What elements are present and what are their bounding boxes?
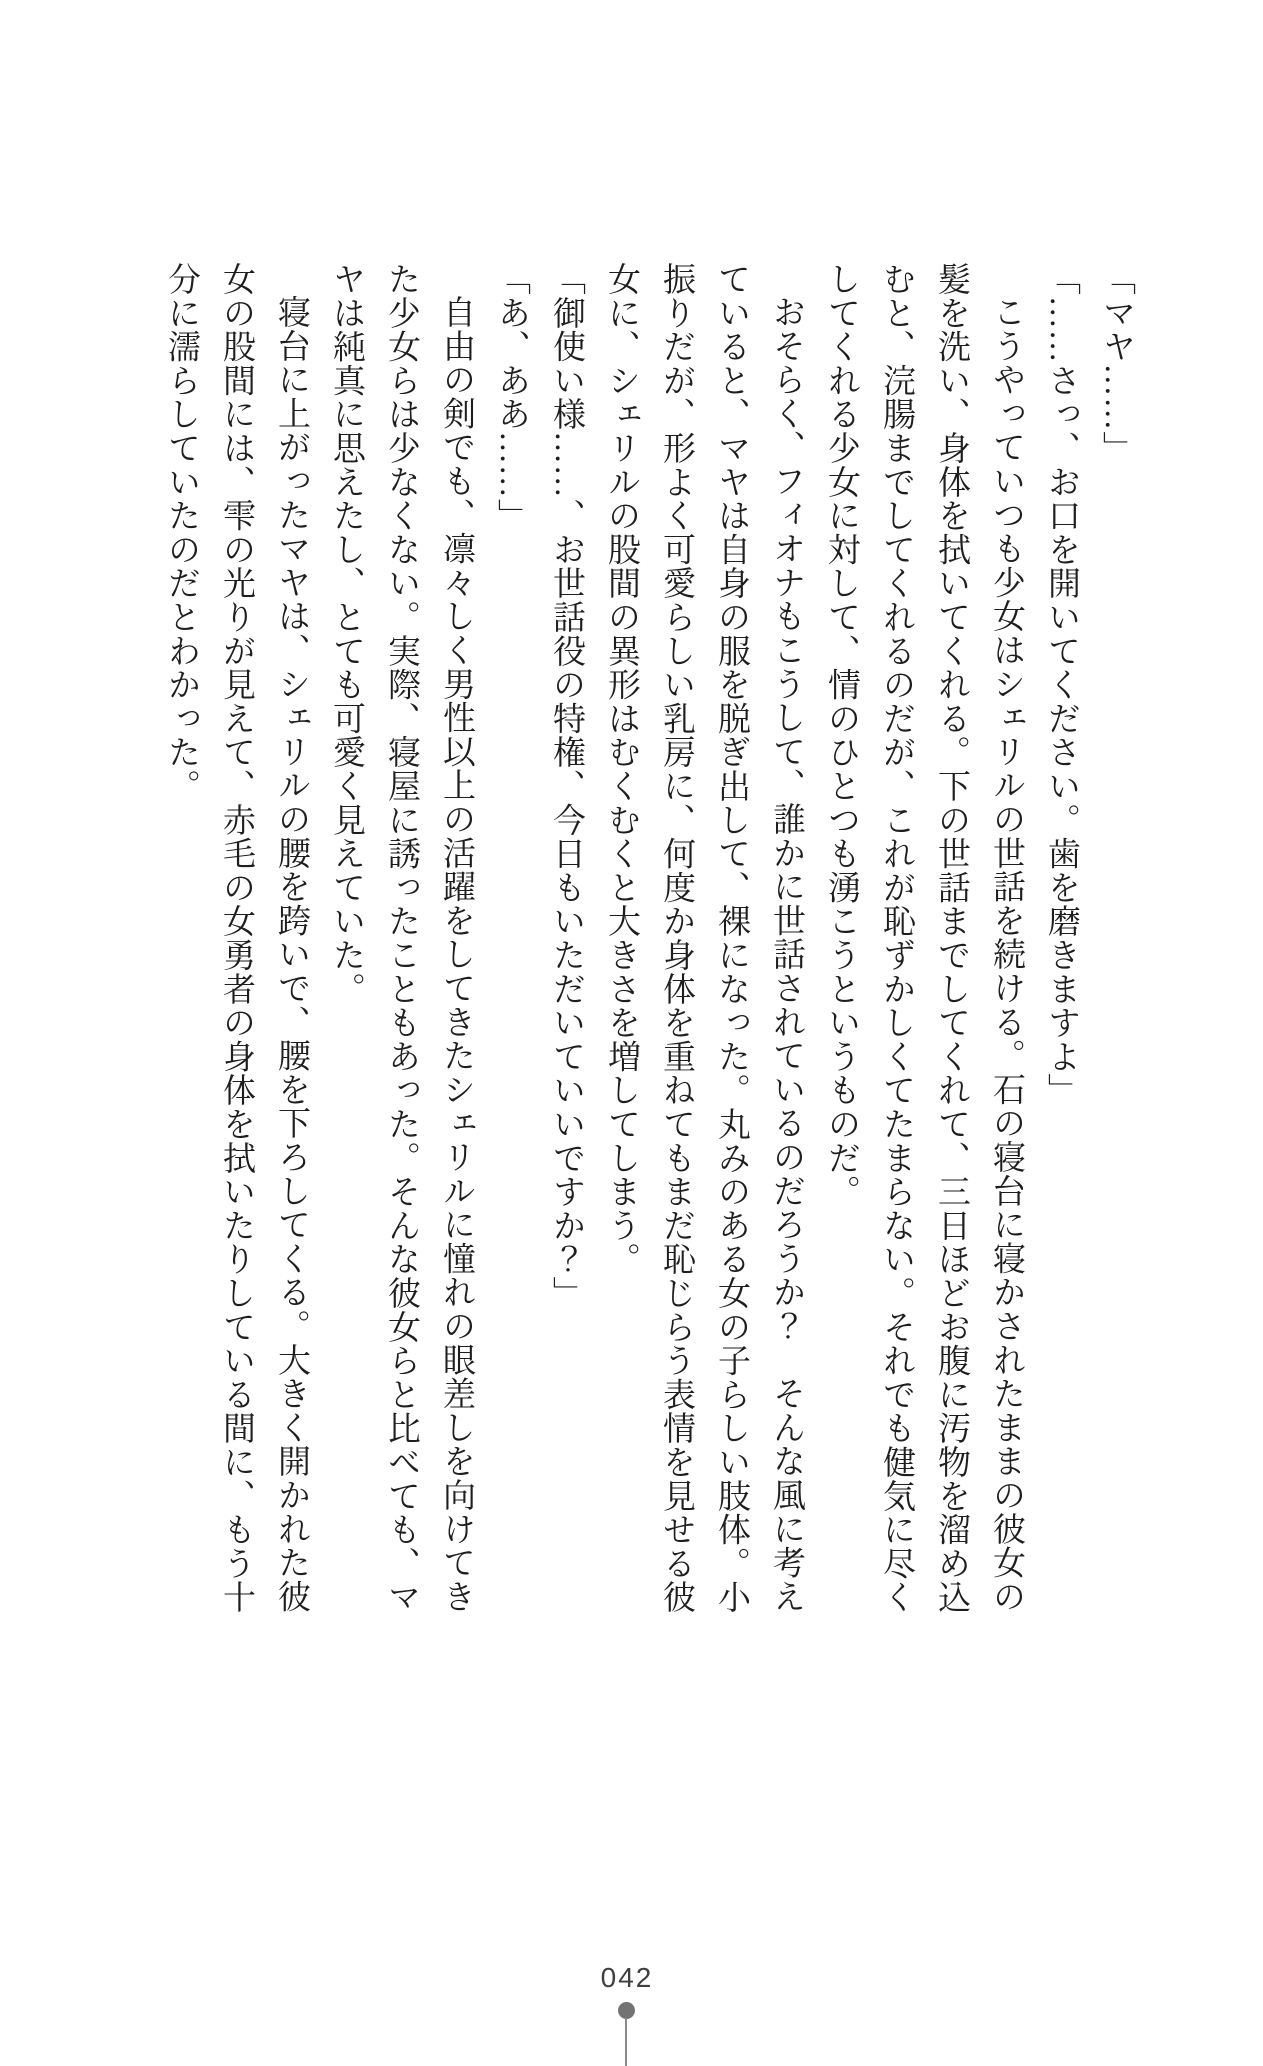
text-line: むと、浣腸までしてくれるのだが、これが恥ずかしくてたまらない。それでも健気に尽く xyxy=(878,262,914,1614)
text-line: ていると、マヤは自身の服を脱ぎ出して、裸になった。丸みのある女の子らしい肢体。小 xyxy=(713,262,749,1614)
dialogue-line: 「あ、ああ……」 xyxy=(493,262,529,533)
text-line: 分に濡らしていたのだとわかった。 xyxy=(163,262,199,803)
text-line: こうやっていつも少女はシェリルの世話を続ける。石の寝台に寝かされたままの彼女の xyxy=(988,295,1024,1614)
text-line: 振りだが、形よく可愛らしい乳房に、何度か身体を重ねてもまだ恥じらう表情を見せる彼 xyxy=(658,262,694,1614)
text-line: してくれる少女に対して、情のひとつも湧こうというものだ。 xyxy=(823,262,859,1209)
text-line: 自由の剣でも、凛々しく男性以上の活躍をしてきたシェリルに憧れの眼差しを向けてき xyxy=(438,295,474,1614)
text-line: 女の股間には、雫の光りが見えて、赤毛の女勇者の身体を拭いたりしている間に、もう十 xyxy=(218,262,254,1614)
dialogue-line: 「マヤ……」 xyxy=(1098,262,1134,465)
text-line: おそらく、フィオナもこうして、誰かに世話されているのだろうか？ そんな風に考え xyxy=(768,295,804,1614)
text-line: ヤは純真に思えたし、とても可愛く見えていた。 xyxy=(328,262,364,1006)
vertical-text-block xyxy=(153,262,1143,1618)
dialogue-line: 「御使い様……、お世話役の特権、今日もいただいていいですか？」 xyxy=(548,262,584,1310)
text-line: 髪を洗い、身体を拭いてくれる。下の世話までしてくれて、三日ほどお腹に汚物を溜め込 xyxy=(933,262,969,1614)
dialogue-line: 「……さっ、お口を開いてください。歯を磨きますよ」 xyxy=(1043,262,1079,1107)
text-line: 女に、シェリルの股間の異形はむくむくと大きさを増してしまう。 xyxy=(603,262,639,1276)
text-line: 寝台に上がったマヤは、シェリルの腰を跨いで、腰を下ろしてくる。大きく開かれた彼 xyxy=(273,295,309,1614)
page-marker-dot xyxy=(618,2002,635,2019)
text-line: た少女らは少なくない。実際、寝屋に誘ったこともあった。そんな彼女らと比べても、マ xyxy=(383,262,419,1614)
page-number: 042 xyxy=(600,1962,654,1993)
page-marker-line xyxy=(625,2018,627,2066)
